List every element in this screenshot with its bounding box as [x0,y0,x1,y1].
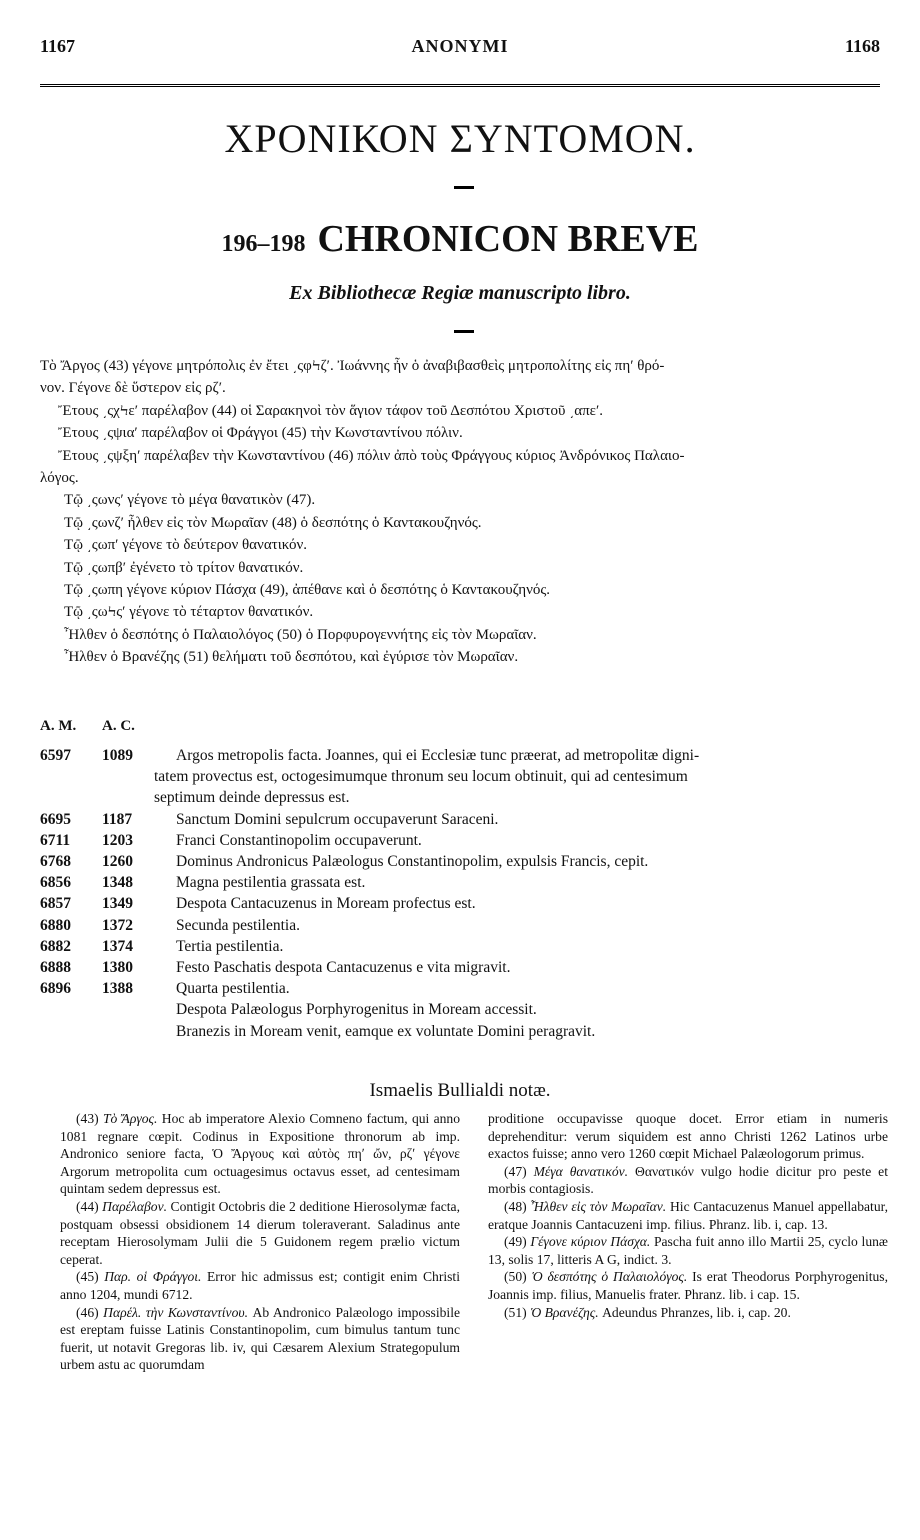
note-text: Hoc ab imperatore Alexio Comneno factum, qui anno 1081 regnare cœpit. Codinus in Expositione thronorum ab imp. Andronico seniore facta, Ὁ Ἄργους καὶ αὐτὸς πηʹ ὤν, ρζʹ γέγονε Argorum metropolita cum octuagesimus octavus esset, ad centesimam quintam sedem depressus est. [60,1111,461,1197]
note-number: (49) [504,1234,527,1250]
greek-line: Τῷ ͵ςωπβʹ ἐγένετο τὸ τρίτον θανατικόν. [64,559,304,576]
year-am: 6882 [40,937,71,955]
table-header [40,718,135,735]
note [488,1163,888,1198]
page-number-left: 1167 [40,36,76,56]
entry-text [176,851,884,872]
note-reference: Παρέλαβον. [102,1198,168,1214]
title-dash-1 [454,186,474,189]
header-rule [40,84,880,87]
note-reference: Μέγα θανατικόν. [533,1163,629,1179]
running-head [40,36,880,60]
note-number: (47) [504,1163,527,1179]
greek-line: Ἔτους ͵ςχϞεʹ παρέλαβον (44) οἱ Σαρακηνοὶ τὸν ἅγιον τάφον τοῦ Δεσπότου Χριστοῦ ͵απεʹ. [58,402,603,419]
note-text: Hic Cantacuzenus Manuel appellabatur, eratque Joannis Cantacuzeni imp. filius. Phranz. lib. i, cap. 13. [488,1198,888,1232]
year-am: 6768 [40,853,71,871]
table-row [40,830,884,851]
note [60,1268,460,1303]
greek-line: Ἦλθεν ὁ Βρανέζης (51) θελήματι τοῦ δεσπότου, καὶ ἐγύρισε τὸν Μωραῖαν. [64,649,519,666]
note [488,1268,888,1303]
table-row [40,893,884,914]
year-ac: 1388 [102,980,133,998]
title-greek: ΧΡΟΝΙΚΟΝ ΣΥΝΤΟΜΟΝ. [224,116,696,161]
note-text: Pascha fuit anno illo Martii 25, cyclo lunæ 13, solis 17, litteris A G, indict. 3. [488,1234,888,1267]
column-header-ac: A. C. [102,718,135,734]
entry-line: Quarta pestilentia. [176,980,290,998]
entry-text [176,830,884,851]
table-row [40,957,884,978]
table-row [40,851,884,872]
greek-line: Ἦλθεν ὁ δεσπότης ὁ Παλαιολόγος (50) ὁ Πορφυρογεννήτης εἰς τὸν Μωραῖαν. [64,626,537,643]
greek-line: νον. Γέγονε δὲ ὕστερον εἰς ρζʹ. [40,380,226,397]
year-am: 6888 [40,959,71,977]
entry-text [176,893,884,914]
notes-column-right [488,1110,888,1374]
note-number: (46) [76,1304,99,1320]
page-number-right: 1168 [844,36,880,56]
note [488,1304,888,1322]
year-ac: 1089 [102,747,133,764]
note-number: (48) [504,1198,527,1214]
greek-line: Τῷ ͵ςωνςʹ γέγονε τὸ μέγα θανατικὸν (47). [64,492,316,509]
note-text: Contigit Octobris die 2 deditione Hierosolymæ facta, postquam obsessi obsidionem 14 dierum toleraverant. Saladinus ante receptam Hierosolymam Julii die 5 Guidonem regem prælio victum ceperat. [60,1198,460,1267]
note-number: (43) [76,1111,99,1126]
entry-text [176,999,884,1020]
note [488,1198,888,1233]
note-reference: Ὁ δεσπότης ὁ Παλαιολόγος. [531,1269,688,1285]
note-text: Is erat Theodorus Porphyrogenitus, Joannis imp. filius, Manuelis frater. Phranz. lib. i cap. 15. [488,1269,888,1302]
entry-line: Despota Palæologus Porphyrogenitus in Moream accessit. [176,1001,537,1019]
entry-line: Festo Paschatis despota Cantacuzenus e vita migravit. [176,959,511,977]
entry-text [176,978,884,999]
year-am: 6695 [40,810,71,828]
note-reference: Ὁ Βρανέζης. [530,1304,599,1320]
entry-line: septimum deinde depressus est. [154,789,350,807]
table-row [40,999,884,1020]
year-am: 6880 [40,916,71,934]
note-text: Ab Andronico Palæologo impossibile est ereptam fuisse Latinis Constantinopolim, cum bimulus tantum tunc fuerit, ut notavit Gregoras lib. iv, qui Cæsarem Alexium Strategopulum urbem astu ac quorumdam [60,1304,461,1373]
year-ac: 1372 [102,916,133,934]
entry-text [154,745,884,809]
entry-line: Tertia pestilentia. [176,937,284,955]
title-latin-number: 196–198 [221,231,306,257]
table-row [40,936,884,957]
note-number: (50) [504,1269,527,1285]
table-row [40,745,884,809]
table-row [40,872,884,893]
greek-line: Τῷ ͵ςωϞςʹ γέγονε τὸ τέταρτον θανατικόν. [64,604,314,621]
entry-text [176,872,884,893]
chronology-table [40,745,884,1042]
entry-line: Dominus Andronicus Palæologus Constantinopolim, expulsis Francis, cepit. [176,853,649,871]
note-reference: Τὸ Ἄργος. [102,1111,158,1126]
entry-text [176,1021,884,1042]
year-am: 6857 [40,895,71,913]
note-text: Error hic admissus est; contigit enim Christi anno 1204, mundi 6712. [60,1269,460,1302]
year-am: 6896 [40,980,71,998]
entry-line: tatem provectus est, octogesimumque thronum seu locum obtinuit, qui ad centesimum [154,768,688,786]
note [488,1110,888,1163]
note-reference: Παρέλ. τὴν Κωνσταντίνου. [103,1304,249,1320]
year-ac: 1187 [102,810,133,828]
note-reference: Ἦλθεν εἰς τὸν Μωραῖαν. [530,1198,667,1214]
note-number: (45) [76,1269,99,1285]
entry-text [176,809,884,830]
note-reference: Γέγονε κύριον Πάσχα. [530,1234,651,1250]
note [488,1233,888,1268]
year-ac: 1374 [102,937,133,955]
notes-column-left [60,1110,460,1374]
greek-line: Τῷ ͵ςωπη γέγονε κύριον Πάσχα (49), ἀπέθανε καὶ ὁ δεσπότης ὁ Καντακουζηνός. [64,582,551,599]
note [60,1198,460,1268]
table-row [40,978,884,999]
entry-line: Branezis in Moream venit, eamque ex voluntate Domini peragravit. [176,1022,596,1040]
year-ac: 1380 [102,959,133,977]
greek-line: Ἔτους ͵ςψιαʹ παρέλαβον οἱ Φράγγοι (45) τὴν Κωνσταντίνου πόλιν. [58,425,463,442]
note-text: Θανατικόν vulgo hodie dicitur pro peste et morbis contagiosis. [488,1163,888,1197]
table-row [40,809,884,830]
greek-line: Ἔτους ͵ςψξηʹ παρέλαβεν τὴν Κωνσταντίνου (46) πόλιν ἀπὸ τοὺς Φράγγους κύριος Ἀνδρόνικος Παλαιο- [58,447,685,464]
column-header-am: A. M. [40,718,77,734]
subtitle: Ex Bibliothecæ Regiæ manuscripto libro. [289,282,631,304]
greek-line: λόγος. [40,470,79,487]
greek-chronicle [40,355,884,669]
entry-line: Argos metropolis facta. Joannes, qui ei Ecclesiæ tunc præerat, ad metropolitæ digni- [176,747,700,764]
year-am: 6856 [40,874,71,892]
note-text: Adeundus Phranzes, lib. i, cap. 20. [602,1304,791,1320]
note-number: (44) [76,1198,99,1214]
year-ac: 1203 [102,831,133,849]
table-row [40,1021,884,1042]
greek-line: Τῷ ͵ςωνζʹ ἦλθεν εἰς τὸν Μωραῖαν (48) ὁ δεσπότης ὁ Καντακουζηνός. [64,514,482,531]
notes [60,1110,890,1374]
table-row [40,915,884,936]
entry-line: Franci Constantinopolim occupaverunt. [176,831,422,849]
note-number: (51) [504,1304,527,1320]
title-latin-text: CHRONICON BREVE [317,218,699,260]
note-reference: Παρ. οἱ Φράγγοι. [104,1269,202,1285]
entry-text [176,936,884,957]
year-ac: 1260 [102,853,133,871]
year-ac: 1348 [102,874,133,892]
note-text: proditione occupavisse quoque docet. Error etiam in numeris deprehenditur: verum siquidem est anno Christi 1262 Latinos urbe exactos fuisse; anno vero 1260 cœpit Michael Palæologorum primus. [488,1111,888,1162]
note [60,1110,460,1198]
year-ac: 1349 [102,895,133,913]
entry-line: Secunda pestilentia. [176,916,300,934]
title-dash-2 [454,330,474,333]
running-title: ANONYMI [411,36,509,56]
entry-line: Despota Cantacuzenus in Moream profectus est. [176,895,476,913]
year-am: 6711 [40,831,71,849]
note [60,1304,460,1374]
entry-line: Magna pestilentia grassata est. [176,874,366,892]
greek-line: Τῷ ͵ςωπʹ γέγονε τὸ δεύτερον θανατικόν. [64,537,308,554]
title-latin [0,217,920,261]
greek-line: Τὸ Ἄργος (43) γέγονε μητρόπολις ἐν ἔτει ͵ςφϞζʹ. Ἰωάννης ἦν ὁ ἀναβιβασθεὶς μητροπολίτης εἰς πηʹ θρό- [40,358,665,374]
entry-text [176,957,884,978]
notes-title: Ismaelis Bullialdi notæ. [369,1080,551,1101]
year-am: 6597 [40,747,71,764]
entry-line: Sanctum Domini sepulcrum occupaverunt Saraceni. [176,810,499,828]
entry-text [176,915,884,936]
